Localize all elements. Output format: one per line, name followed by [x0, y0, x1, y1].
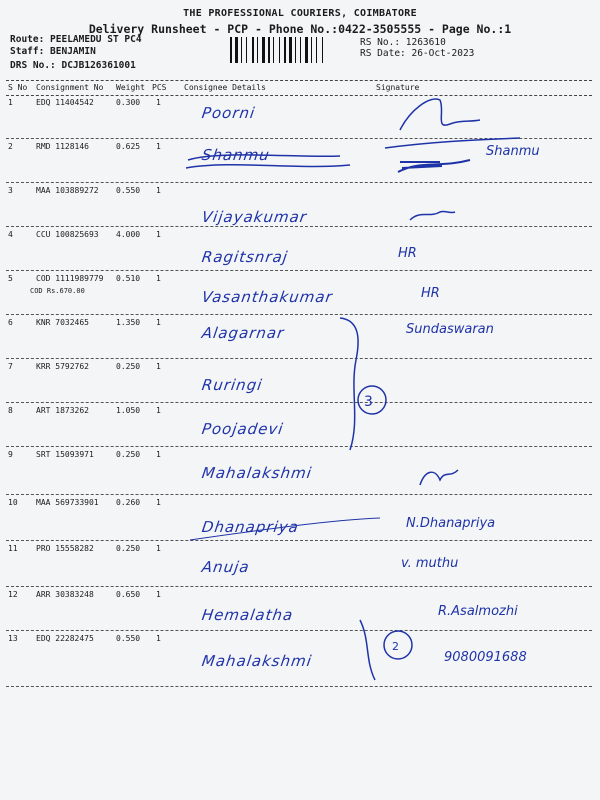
barcode-bar	[289, 37, 292, 63]
barcode-bar	[300, 37, 301, 63]
barcode-bar	[305, 37, 308, 63]
consignee-name: Mahalakshmi	[200, 464, 314, 482]
col-sno: S No	[8, 83, 28, 92]
consignment-number: SRT 15093971	[36, 450, 94, 459]
table-row	[6, 402, 592, 447]
row-pcs: 1	[156, 498, 161, 507]
barcode-bar	[271, 37, 272, 63]
row-sno: 12	[8, 590, 18, 599]
barcode-bar	[275, 37, 278, 63]
consignment-number: CCU 100825693	[36, 230, 99, 239]
row-sno: 10	[8, 498, 18, 507]
row-pcs: 1	[156, 544, 161, 553]
table-row	[6, 226, 592, 271]
barcode-bar	[239, 37, 240, 63]
rs-number: RS No.: 1263610	[360, 37, 446, 48]
barcode-bar	[284, 37, 286, 63]
barcode-bar	[252, 37, 254, 63]
barcode-bar	[318, 37, 321, 63]
table-row	[6, 586, 592, 631]
cod-amount: COD Rs.670.00	[30, 287, 85, 295]
row-pcs: 1	[156, 98, 161, 107]
consignee-name: Poojadevi	[200, 420, 285, 438]
row-pcs: 1	[156, 590, 161, 599]
row-weight: 0.250	[116, 450, 141, 459]
row-sno: 13	[8, 634, 18, 643]
svg-text:3: 3	[364, 394, 373, 410]
row-pcs: 1	[156, 450, 161, 459]
row-sno: 8	[8, 406, 13, 415]
barcode-bar	[324, 37, 326, 63]
barcode-bar	[281, 37, 283, 63]
table-row	[6, 138, 592, 183]
barcode-bar	[243, 37, 245, 63]
row-pcs: 1	[156, 318, 161, 327]
consignee-name: Hemalatha	[200, 606, 295, 624]
row-sno: 7	[8, 362, 13, 371]
svg-text:2: 2	[392, 640, 399, 653]
row-sno: 4	[8, 230, 13, 239]
table-row	[6, 494, 592, 541]
barcode-bar	[266, 37, 267, 63]
receiver-signature: v. muthu	[401, 556, 459, 571]
consignment-number: KRR 5792762	[36, 362, 89, 371]
consignee-name: Mahalakshmi	[200, 652, 314, 670]
consignment-number: KNR 7032465	[36, 318, 89, 327]
row-pcs: 1	[156, 186, 161, 195]
col-consignee: Consignee Details	[184, 83, 266, 92]
barcode-bar	[279, 37, 280, 63]
barcode-bar	[230, 37, 232, 63]
route-label: Route: PEELAMEDU ST PC4	[10, 34, 142, 45]
consignment-number: MAA 103889272	[36, 186, 99, 195]
staff-label: Staff: BENJAMIN	[10, 46, 96, 57]
row-pcs: 1	[156, 362, 161, 371]
barcode-bar	[316, 37, 317, 63]
row-weight: 0.250	[116, 544, 141, 553]
consignment-number: COD 1111989779	[36, 274, 104, 283]
row-sno: 11	[8, 544, 18, 553]
row-pcs: 1	[156, 406, 161, 415]
col-pcs: PCS	[152, 83, 167, 92]
barcode-bar	[241, 37, 242, 63]
barcode-bar	[235, 37, 238, 63]
barcode-bar	[257, 37, 258, 63]
consignment-number: RMD 1128146	[36, 142, 89, 151]
barcode-bar	[233, 37, 234, 63]
table-row	[6, 270, 592, 315]
consignment-number: ART 1873262	[36, 406, 89, 415]
barcode-bar	[295, 37, 296, 63]
barcode-bar	[302, 37, 304, 63]
row-weight: 0.510	[116, 274, 141, 283]
table-row	[6, 358, 592, 403]
table-row	[6, 314, 592, 359]
row-weight: 0.550	[116, 634, 141, 643]
consignment-number: PRO 15558282	[36, 544, 94, 553]
row-sno: 1	[8, 98, 13, 107]
row-weight: 0.625	[116, 142, 141, 151]
consignee-name: Poorni	[200, 104, 257, 122]
barcode-bar	[322, 37, 323, 63]
consignee-name: Ruringi	[200, 376, 264, 394]
row-sno: 6	[8, 318, 13, 327]
receiver-signature: HR	[421, 286, 440, 301]
row-sno: 3	[8, 186, 13, 195]
row-pcs: 1	[156, 230, 161, 239]
barcode-bar	[268, 37, 270, 63]
consignee-name: Ragitsnraj	[200, 248, 290, 266]
row-weight: 0.550	[116, 186, 141, 195]
row-sno: 5	[8, 274, 13, 283]
barcode-bar	[287, 37, 288, 63]
consignee-name: Dhanapriya	[200, 518, 301, 536]
col-consignment: Consignment No	[36, 83, 104, 92]
row-weight: 0.260	[116, 498, 141, 507]
barcode-bar	[313, 37, 315, 63]
table-row	[6, 630, 592, 687]
barcode-bar	[262, 37, 265, 63]
receiver-signature: R.Asalmozhi	[438, 604, 518, 619]
barcode-bar	[311, 37, 312, 63]
row-sno: 9	[8, 450, 13, 459]
receiver-signature: 9080091688	[444, 650, 527, 665]
drs-number: DRS No.: DCJB126361001	[10, 60, 136, 71]
barcode	[230, 37, 350, 63]
receiver-signature: N.Dhanapriya	[406, 516, 496, 531]
row-weight: 4.000	[116, 230, 141, 239]
consignment-number: MAA 569733901	[36, 498, 99, 507]
barcode-bar	[255, 37, 256, 63]
col-weight: Weight	[116, 83, 145, 92]
row-weight: 0.300	[116, 98, 141, 107]
company-name: THE PROFESSIONAL COURIERS, COIMBATORE	[183, 8, 417, 19]
receiver-signature: Shanmu	[486, 144, 540, 159]
consignee-name: Shanmu	[200, 146, 272, 164]
row-weight: 1.350	[116, 318, 141, 327]
row-weight: 1.050	[116, 406, 141, 415]
consignee-name: Vasanthakumar	[200, 288, 335, 306]
runsheet-title: Delivery Runsheet - PCP - Phone No.:0422-3505555 - Page No.:1	[88, 22, 512, 36]
col-signature: Signature	[376, 83, 420, 92]
consignee-name: Anuja	[200, 558, 251, 576]
barcode-bar	[293, 37, 294, 63]
barcode-bar	[248, 37, 251, 63]
consignment-number: ARR 30383248	[36, 590, 94, 599]
row-pcs: 1	[156, 274, 161, 283]
row-pcs: 1	[156, 634, 161, 643]
row-weight: 0.250	[116, 362, 141, 371]
table-row	[6, 182, 592, 227]
table-row	[6, 94, 592, 139]
consignment-number: EDQ 22282475	[36, 634, 94, 643]
row-pcs: 1	[156, 142, 161, 151]
consignee-name: Alagarnar	[200, 324, 286, 342]
row-weight: 0.650	[116, 590, 141, 599]
barcode-bar	[246, 37, 247, 63]
barcode-bar	[309, 37, 310, 63]
table-row	[6, 446, 592, 495]
rs-date: RS Date: 26-Oct-2023	[360, 48, 475, 59]
table-row	[6, 540, 592, 587]
barcode-bar	[273, 37, 274, 63]
row-sno: 2	[8, 142, 13, 151]
barcode-bar	[259, 37, 261, 63]
consignment-number: EDQ 11404542	[36, 98, 94, 107]
receiver-signature: Sundaswaran	[406, 322, 494, 337]
consignee-name: Vijayakumar	[200, 208, 309, 226]
receiver-signature: HR	[398, 246, 417, 261]
barcode-bar	[297, 37, 299, 63]
